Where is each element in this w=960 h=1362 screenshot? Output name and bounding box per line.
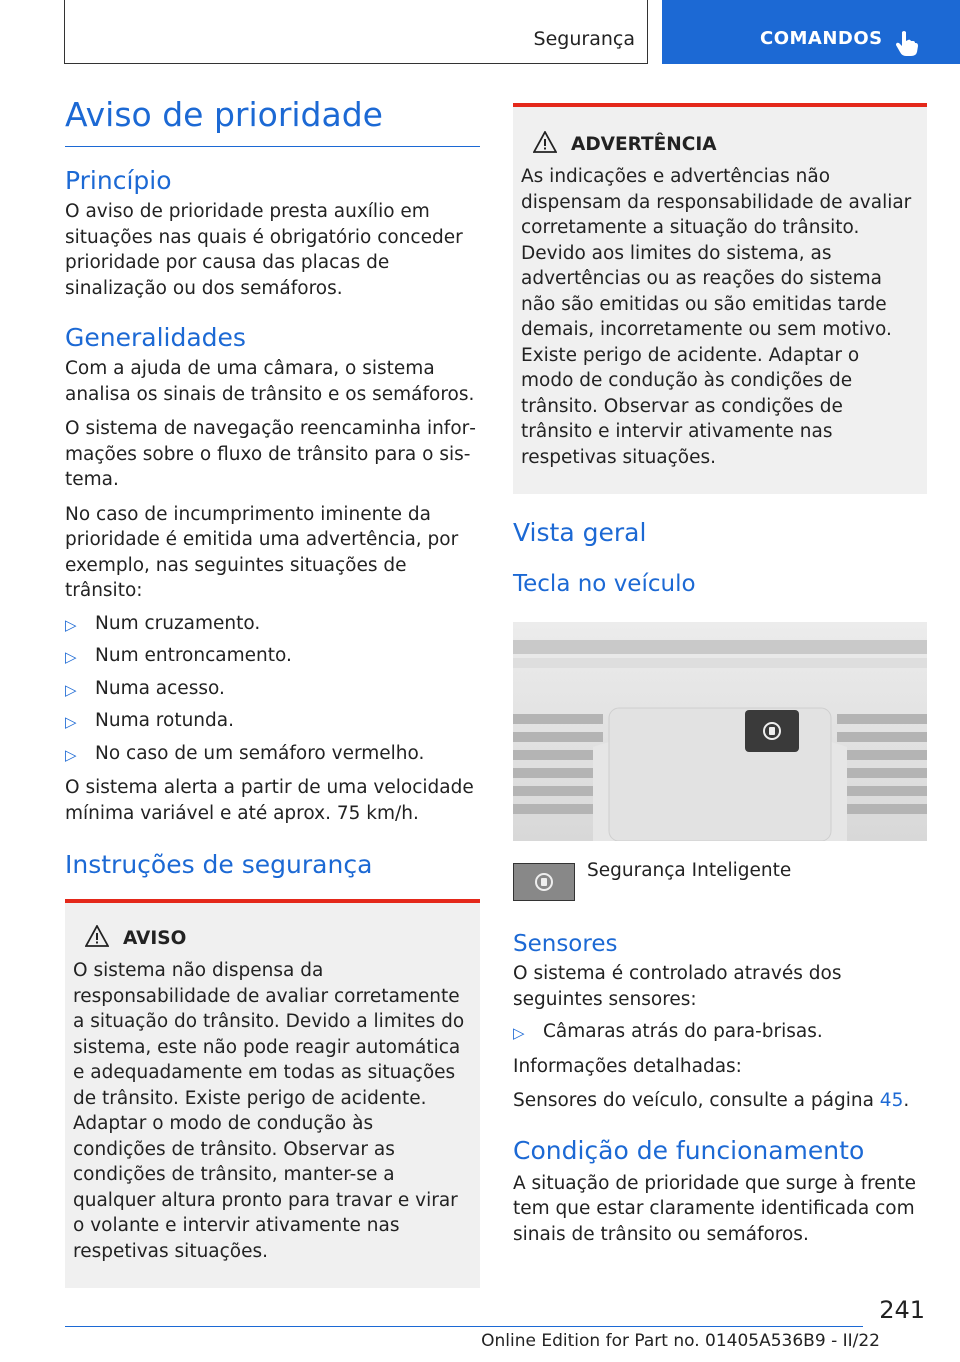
warning-triangle-icon xyxy=(85,925,109,952)
page-title: Aviso de prioridade xyxy=(65,95,480,147)
button-legend xyxy=(513,860,927,901)
advertencia-title-row xyxy=(521,131,917,158)
footer-edition: Online Edition for Part no. 01405A536B9 - II/22 xyxy=(481,1331,880,1351)
page-link-45[interactable]: 45 xyxy=(879,1090,904,1111)
button-legend-label: Segurança Inteligente xyxy=(587,860,792,881)
list-item: ▷ Numa acesso. xyxy=(65,676,480,702)
advertencia-title: ADVERTÊNCIA xyxy=(571,134,717,155)
principio-text: O aviso de prioridade presta auxílio em situações nas quais é obrigatório conceder prioridade por causa das placas de sinalização ou dos semáforos. xyxy=(65,201,463,299)
sensores-p1: O sistema é controlado através dos seguintes sensores: xyxy=(513,963,842,1010)
triangle-bullet-icon: ▷ xyxy=(65,745,77,764)
generalidades-p2: O sistema de navegação reencaminha informações sobre o fluxo de trânsito para o sistema. xyxy=(65,418,476,490)
advertencia-box xyxy=(513,103,927,494)
pointing-hand-icon xyxy=(896,30,918,60)
intelligent-safety-button-icon xyxy=(513,863,575,901)
list-item: ▷ No caso de um semáforo vermelho. xyxy=(65,741,480,767)
generalidades-p4: O sistema alerta a partir de uma velocidade mínima variável e até aprox. 75 km/h. xyxy=(65,777,474,824)
footer-divider xyxy=(65,1326,863,1327)
aviso-title-row xyxy=(73,925,470,952)
header-section-title: Segurança xyxy=(533,28,635,50)
warning-triangle-icon xyxy=(533,131,557,158)
triangle-bullet-icon: ▷ xyxy=(513,1024,525,1042)
right-column xyxy=(513,103,927,1247)
page-number: 241 xyxy=(879,1296,925,1324)
header-tab-commands xyxy=(662,0,960,64)
heading-principio: Princípio xyxy=(65,166,172,195)
sensores-p2: Informações detalhadas: xyxy=(513,1055,742,1077)
condicao-text: A situação de prioridade que surge à frente tem que estar claramente identificada com sinais de trânsito ou semáforos. xyxy=(513,1172,917,1245)
triangle-bullet-icon: ▷ xyxy=(65,680,77,699)
aviso-text: O sistema não dispensa da responsabilidade de avaliar corretamente a situação do trânsito. Devido a limites do sistema, este não pode reagir automática e adequadamente em todas as situações de trânsito. Existe perigo de acidente. Adaptar o modo de condução às condições de trânsito. Observar as condições de trânsito, manter-se a qualquer altura pronto para travar e virar o volante e intervir ativamente nas respetivas situações. xyxy=(73,960,465,1262)
left-column xyxy=(65,95,480,1288)
aviso-title: AVISO xyxy=(123,928,187,949)
list-item: ▷ Numa rotunda. xyxy=(65,708,480,734)
heading-sensores: Sensores xyxy=(513,931,618,957)
list-item: ▷ Num entroncamento. xyxy=(65,643,480,669)
aviso-box xyxy=(65,899,480,1288)
heading-vista-geral: Vista geral xyxy=(513,518,647,547)
heading-generalidades: Generalidades xyxy=(65,323,246,352)
situations-list xyxy=(65,611,480,767)
heading-tecla: Tecla no veículo xyxy=(513,571,696,597)
list-item: ▷ Câmaras atrás do para-brisas. xyxy=(513,1019,927,1045)
triangle-bullet-icon: ▷ xyxy=(65,713,77,731)
triangle-bullet-icon: ▷ xyxy=(65,648,77,666)
generalidades-p3: No caso de incumprimento iminente da prioridade é emitida uma advertência, por exemplo, nas seguintes situações de trânsito: xyxy=(65,503,459,601)
heading-instrucoes: Instruções de segurança xyxy=(65,850,373,879)
vehicle-button-photo xyxy=(513,622,927,841)
generalidades-p1: Com a ajuda de uma câmara, o sistema analisa os sinais de trânsito e os semáforos. xyxy=(65,358,475,405)
advertencia-text: As indicações e advertências não dispensam da responsabilidade de avaliar corretamente a situação do trânsito. Devido aos limites do sistema, as advertências ou as reações do sistema não são emitidas ou são emitidas tarde demais, incorretamente ou sem motivo. Existe perigo de acidente. Adaptar o modo de condução às condições de trânsito. Observar as condições de trânsito e intervir ativamente nas respetivas situações. xyxy=(521,166,912,468)
triangle-bullet-icon: ▷ xyxy=(65,615,77,634)
heading-condicao: Condição de funcionamento xyxy=(513,1135,865,1165)
sensores-p3: Sensores do veículo, consulte a página 45. xyxy=(513,1090,910,1111)
header-section-box xyxy=(64,0,648,64)
list-item: ▷ Num cruzamento. xyxy=(65,611,480,637)
sensors-list xyxy=(513,1019,927,1045)
header-tab-label: COMANDOS xyxy=(760,28,883,49)
